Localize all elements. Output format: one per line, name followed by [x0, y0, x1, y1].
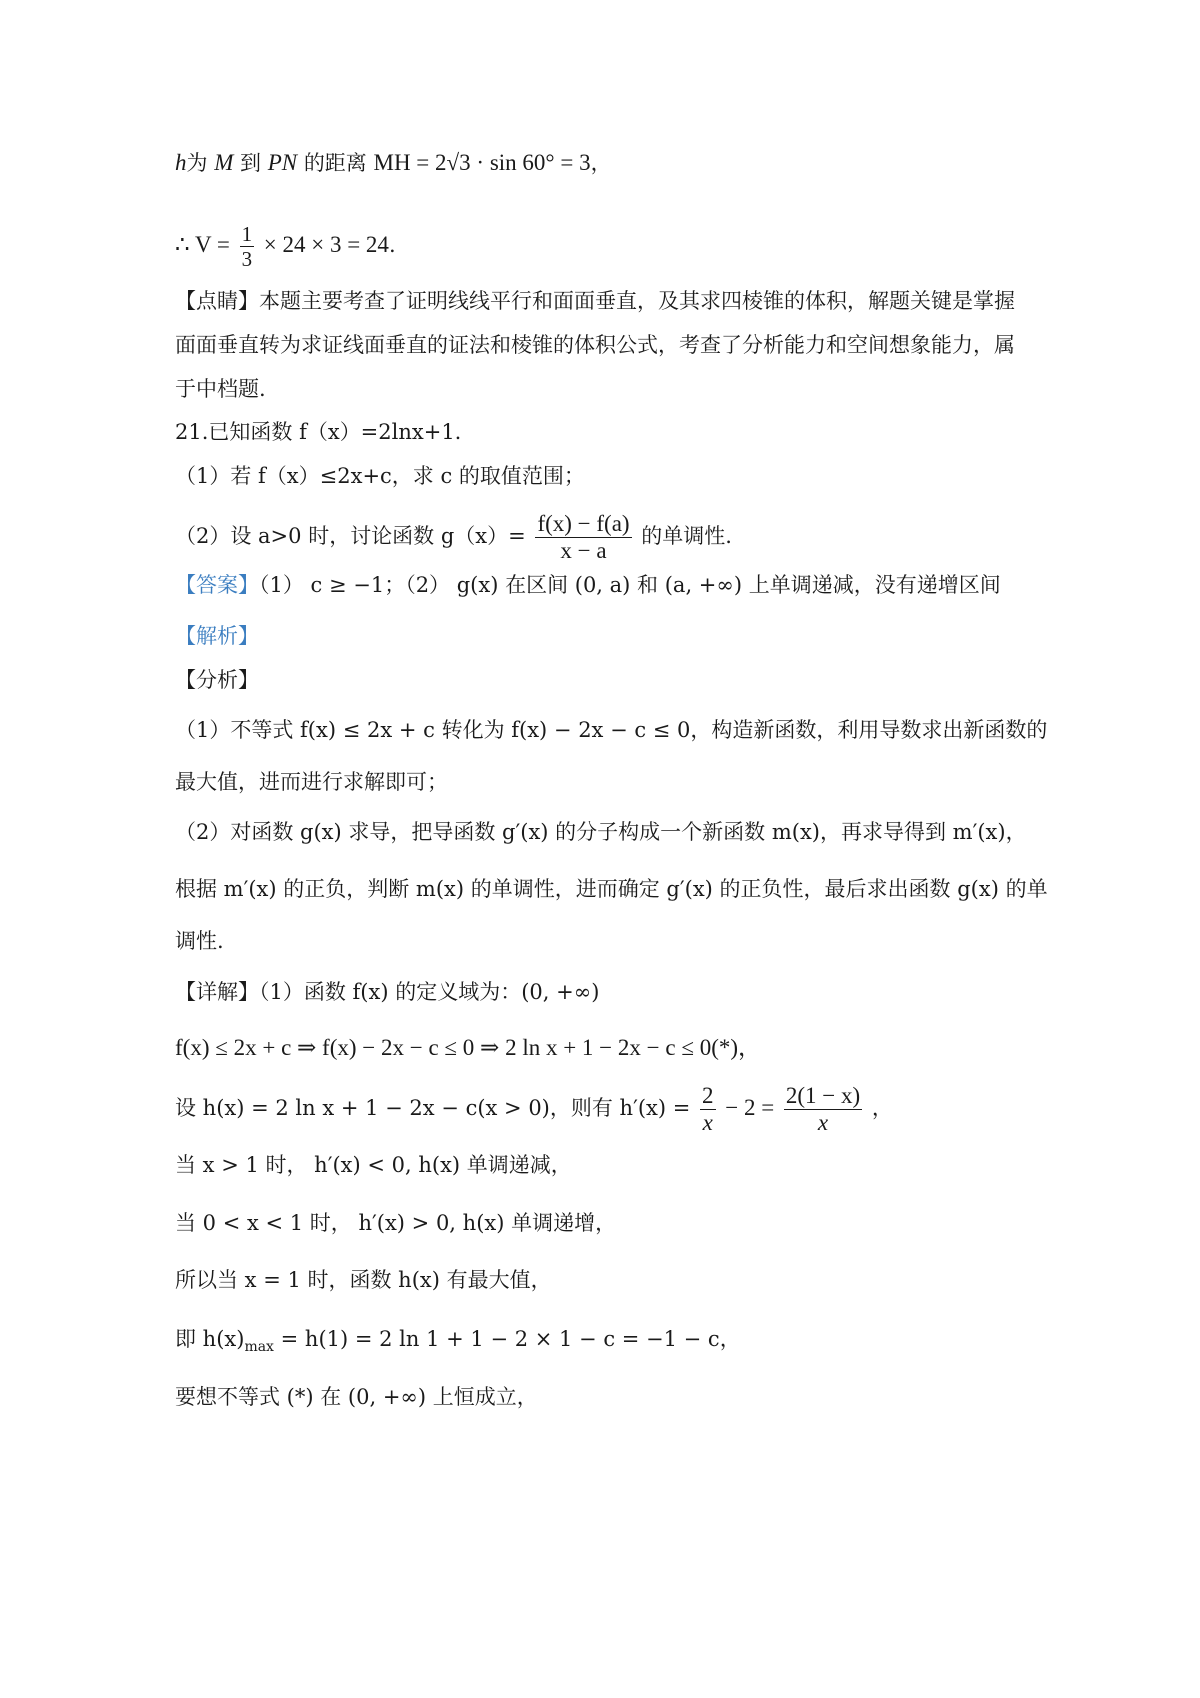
- text: = h(1) = 2 ln 1 + 1 − 2 × 1 − c = −1 − c，: [280, 1327, 741, 1351]
- answer-tag: 【答案】: [175, 573, 259, 597]
- numerator: 1: [241, 222, 253, 246]
- formula-v-rhs: × 24 × 3 = 24: [263, 232, 389, 258]
- text: 到: [240, 151, 262, 175]
- punct: .: [388, 233, 396, 258]
- question-21-part-2: [175, 508, 1050, 564]
- breakdown-tag: 【分析】: [175, 668, 259, 692]
- subscript-max: max: [244, 1339, 274, 1356]
- numerator: 2: [700, 1083, 716, 1110]
- detail-line-6: 所以当 x = 1 时，函数 h(x) 有最大值，: [175, 1268, 552, 1292]
- denominator: x: [702, 1110, 713, 1135]
- text: 设 h(x) = 2 ln x + 1 − 2x − c(x > 0)，则有 h′(x) =: [175, 1096, 691, 1120]
- fraction-one-third: [240, 222, 255, 271]
- text: 的距离: [303, 151, 367, 175]
- comment-line-3: 于中档题.: [175, 377, 266, 401]
- var-m: M: [214, 150, 234, 175]
- text: − 2 =: [725, 1095, 775, 1120]
- numerator: f(x) − f(a): [535, 511, 631, 538]
- text: 即 h(x): [175, 1327, 245, 1351]
- numerator: 2(1 − x): [784, 1083, 862, 1110]
- detail-line-1: 【详解】（1）函数 f(x) 的定义域为：(0, +∞): [175, 980, 600, 1004]
- text: （2）设 a>0 时，讨论函数 g（x）=: [175, 524, 526, 548]
- punct: ，: [590, 151, 612, 175]
- fraction-2-over-x: [700, 1083, 716, 1137]
- breakdown-line-4: 根据 m′(x) 的正负，判断 m(x) 的单调性，进而确定 g′(x) 的正负性，最后求出函数 g(x) 的单: [175, 877, 1048, 901]
- text: 的单调性.: [641, 524, 732, 548]
- punct: ，: [871, 1096, 893, 1120]
- fraction-g: [535, 511, 631, 565]
- var-pn: PN: [267, 150, 298, 175]
- detail-line-5: 当 0 < x < 1 时， h′(x) > 0, h(x) 单调递增，: [175, 1211, 617, 1235]
- question-21-title: 21.已知函数 f（x）=2lnx+1.: [175, 420, 462, 444]
- question-21-part-1: （1）若 f（x）≤2x+c，求 c 的取值范围；: [175, 464, 585, 488]
- fraction-2-1-x-over-x: [784, 1083, 862, 1137]
- breakdown-line-1: （1）不等式 f(x) ≤ 2x + c 转化为 f(x) − 2x − c ≤ 0，构造新函数，利用导数求出新函数的: [175, 718, 1048, 742]
- detail-line-7: [175, 1324, 1050, 1362]
- answer-text: （1） c ≥ −1；（2） g(x) 在区间 (0, a) 和 (a, +∞) 上单调递减，没有递增区间: [259, 573, 1001, 597]
- detail-line-3: [175, 1080, 1050, 1136]
- detail-line-4: 当 x > 1 时， h′(x) < 0, h(x) 单调递减，: [175, 1153, 572, 1177]
- denominator: x − a: [560, 538, 607, 563]
- line-distance-mh: [175, 148, 1050, 178]
- denominator: x: [817, 1110, 829, 1135]
- detail-line-8: 要想不等式 (*) 在 (0, +∞) 上恒成立，: [175, 1385, 538, 1409]
- breakdown-line-5: 调性.: [175, 929, 224, 953]
- detail-line-2: f(x) ≤ 2x + c ⇒ f(x) − 2x − c ≤ 0 ⇒ 2 ln x + 1 − 2x − c ≤ 0(*)，: [175, 1035, 762, 1060]
- formula-mh: MH = 2√3 · sin 60° = 3: [373, 150, 591, 175]
- analysis-tag: 【解析】: [175, 624, 259, 648]
- var-h: h: [175, 150, 187, 175]
- breakdown-line-3: （2）对函数 g(x) 求导，把导函数 g′(x) 的分子构成一个新函数 m(x)，再求导得到 m′(x)，: [175, 820, 1027, 844]
- breakdown-line-2: 最大值，进而进行求解即可；: [175, 770, 448, 794]
- comment-line-1: 【点睛】本题主要考查了证明线线平行和面面垂直，及其求四棱锥的体积，解题关键是掌握: [175, 289, 1015, 313]
- line-volume: [175, 222, 1050, 271]
- comment-line-2: 面面垂直转为求证线面垂直的证法和棱锥的体积公式，考查了分析能力和空间想象能力，属: [175, 333, 1015, 357]
- denominator: 3: [241, 247, 253, 272]
- text: 为: [186, 151, 208, 175]
- answer-line: [175, 570, 1050, 600]
- formula-v-lhs: ∴ V =: [175, 232, 230, 258]
